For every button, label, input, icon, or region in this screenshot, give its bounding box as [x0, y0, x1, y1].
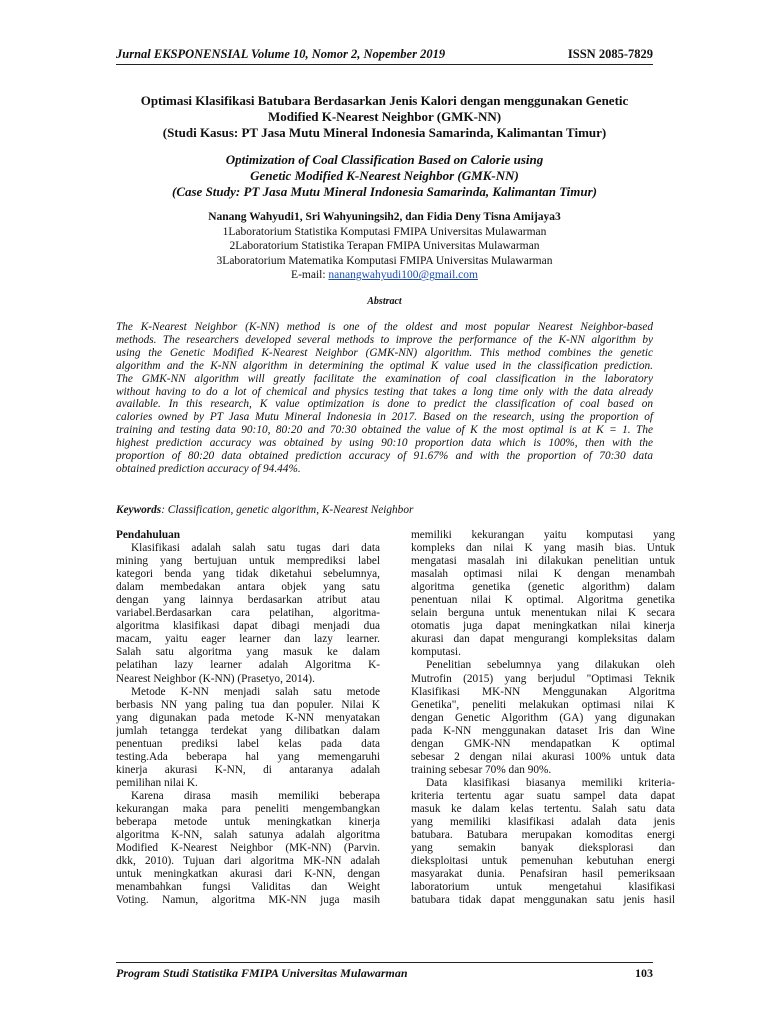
- keywords-text: : Classification, genetic algorithm, K-Nearest Neighbor: [161, 504, 414, 516]
- body-line: testing.Ada beberapa hal yang memengaruhi: [116, 750, 380, 763]
- body-line: komputasi.: [411, 646, 461, 659]
- email-label: E-mail:: [291, 269, 326, 282]
- body-line: mengatasi masalah ini dilakukan penelitian untuk: [411, 555, 675, 568]
- title-line: Modified K-Nearest Neighbor (GMK-NN): [267, 109, 502, 124]
- body-line: yang semakin banyak dieksplorasi dan: [411, 842, 675, 855]
- header-rule: [116, 64, 653, 65]
- title-line: Optimization of Coal Classification Based on Calorie using: [225, 152, 544, 167]
- body-line: dalam membedakan antara objek yang satu: [116, 581, 380, 594]
- body-line: Nearest Neighbor (K-NN) (Prasetyo, 2014).: [116, 672, 315, 685]
- body-line: yang memiliki klasifikasi adalah data jenis: [411, 816, 675, 829]
- body-line: Klasifikasi MK-NN Menggunakan Algoritma: [411, 685, 675, 698]
- body-line: laboratorium untuk mengetahui klasifikasi: [411, 881, 675, 894]
- email-line: [116, 268, 653, 283]
- body-line: Metode K-NN menjadi salah satu metode: [131, 685, 380, 698]
- body-column-left: [116, 529, 380, 907]
- body-line: memiliki kekurangan yaitu komputasi yang: [411, 529, 675, 541]
- section-heading: Pendahuluan: [116, 529, 181, 541]
- abstract-line: calories owned by PT Jasa Mutu Mineral Indonesia in 2017. Based on the research, using the proportion of: [116, 411, 653, 424]
- body-line: penentuan nilai K optimal. Algoritma genetika: [411, 594, 675, 607]
- body-line: dengan Genetic Algorithm (GA) yang digunakan: [411, 711, 675, 724]
- journal-name: Jurnal EKSPONENSIAL Volume 10, Nomor 2, Nopember 2019: [116, 47, 446, 61]
- affiliation: 2Laboratorium Statistika Terapan FMIPA Universitas Mulawarman: [229, 240, 540, 253]
- body-line: algoritma genetika (genetic algorithm) dalam: [411, 581, 675, 594]
- body-line: kompleks dan nilai K yang masih bias. Untuk: [411, 542, 675, 555]
- running-header: [116, 42, 653, 62]
- body-line: Penelitian sebelumnya yang dilakukan oleh: [426, 659, 675, 672]
- body-line: menambahkan fungsi Validitas dan Weight: [116, 881, 380, 894]
- keywords: [116, 504, 653, 516]
- body-column-right: [411, 529, 675, 907]
- body-line: batubara tidak dapat menggunakan satu jenis hasil: [411, 894, 675, 907]
- author-block: [116, 210, 653, 283]
- body-line: pelatihan lazy learner adalah Algoritma K-: [116, 659, 380, 672]
- body-line: dkk, 2010). Tujuan dari algoritma MK-NN adalah: [116, 855, 380, 868]
- body-line: dengan yang lainnya berdasarkan atribut atau: [116, 594, 380, 607]
- abstract-line: algorithm and the K-NN algorithm in determining the optimal K value used in the classification prediction.: [116, 359, 653, 372]
- body-line: otomatis juga dapat meningkatkan nilai kinerja: [411, 620, 675, 633]
- email-link[interactable]: nanangwahyudi100@gmail.com: [328, 269, 478, 282]
- body-line: sebesar 2 dengan nilai akurasi 100% untuk data: [411, 750, 675, 763]
- body-line: Klasifikasi adalah salah satu tugas dari data: [131, 542, 380, 555]
- body-line: batubara. Batubara merupakan komoditas energi: [411, 829, 675, 842]
- body-line: Genetika", peneliti melakukan optimasi nilai K: [411, 698, 675, 711]
- abstract-heading: Abstract: [367, 296, 402, 307]
- title-line: (Studi Kasus: PT Jasa Mutu Mineral Indonesia Samarinda, Kalimantan Timur): [162, 125, 607, 140]
- title-english: [116, 152, 653, 200]
- author-names: Nanang Wahyudi1, Sri Wahyuningsih2, dan Fidia Deny Tisna Amijaya3: [208, 211, 561, 223]
- footer-rule: [116, 962, 653, 963]
- abstract-line: The GMK-NN algorithm will greatly facilitate the examination of coal classification in the laboratory: [116, 372, 653, 385]
- abstract-line: proportion of 80:20 data obtained prediction accuracy of 91.67% and with the proportion of 70:30 data: [116, 450, 653, 463]
- body-line: masalah optimasi nilai K dengan menambah: [411, 568, 675, 581]
- body-line: Salah satu algoritma yang masuk ke dalam: [116, 646, 380, 659]
- title-line: Genetic Modified K-Nearest Neighbor (GMK-NN): [250, 168, 519, 183]
- abstract-line: obtained prediction accuracy of 94.44%.: [116, 462, 301, 475]
- body-line: berbasis NN yang paling tua dan populer. Nilai K: [116, 698, 380, 711]
- body-line: mining yang bertujuan untuk memprediksi label: [116, 555, 380, 568]
- body-line: beberapa metode untuk meningkatkan kinerja: [116, 816, 380, 829]
- body-line: macam, yaitu eager learner dan lazy learner.: [116, 633, 380, 646]
- body-line: yang digunakan pada metode K-NN menyatakan: [116, 711, 380, 724]
- body-line: Mutrofin (2015) yang berjudul "Optimasi Teknik: [411, 672, 675, 685]
- body-line: Voting. Namun, algoritma MK-NN juga masih: [116, 894, 380, 907]
- running-footer: [116, 966, 653, 981]
- abstract-line: The K-Nearest Neighbor (K-NN) method is one of the oldest and most popular Nearest Neighbor-based: [116, 321, 653, 333]
- footer-institution: Program Studi Statistika FMIPA Universitas Mulawarman: [116, 966, 408, 980]
- body-line: training sebesar 70% dan 90%.: [411, 763, 552, 776]
- affiliation: 3Laboratorium Matematika Komputasi FMIPA Universitas Mulawarman: [216, 254, 553, 267]
- body-line: kriteria tertentu agar suatu sampel data dapat: [411, 789, 675, 802]
- abstract-line: using the Genetic Modified K-Nearest Neighbor (GMK-NN) algorithm. This method combines the genetic: [116, 346, 653, 359]
- title-line: (Case Study: PT Jasa Mutu Mineral Indonesia Samarinda, Kalimantan Timur): [172, 184, 597, 199]
- abstract-line: methods. The researchers developed several methods to improve the performance of the K-NN algorithm by: [116, 333, 653, 346]
- abstract-line: highest prediction accuracy was obtained by using 90:10 proportion data which is 100%, then with the: [116, 437, 653, 450]
- body-line: akurasi dan dapat mengurangi kompleksitas dalam: [411, 633, 675, 646]
- abstract-line: without having to do a lot of chemical and physics testing that takes a long time only with the data already: [116, 385, 653, 398]
- body-line: variabel.Berdasarkan cara pelatihan, algoritma-: [116, 607, 380, 620]
- body-line: algoritma K-NN, salah satunya adalah algoritma: [116, 829, 380, 842]
- body-line: kekurangan maka para peneliti mengembangkan: [116, 802, 380, 815]
- issn: ISSN 2085-7829: [567, 47, 653, 61]
- abstract-line: available. In this research, K value optimization is done to predict the classification of coal based on: [116, 398, 653, 411]
- body-line: jumlah tetangga terdekat yang dilibatkan dalam: [116, 724, 380, 737]
- title-indonesian: [116, 93, 653, 141]
- keywords-label: Keywords: [116, 504, 162, 516]
- body-line: Modified K-Nearest Neighbor (MK-NN) (Parvin.: [116, 842, 380, 855]
- abstract-body: [116, 321, 653, 476]
- body-line: penentuan prediksi label kelas pada data: [116, 737, 380, 750]
- body-line: Data klasifikasi biasanya memiliki kriteria-: [426, 776, 675, 789]
- abstract-line: training and testing data 90:10, 80:20 and 70:30 obtained the value of K the most optimal is at K = 1. The: [116, 424, 653, 437]
- body-line: masyarakat dunia. Penafsiran hasil pemeriksaan: [411, 868, 675, 881]
- body-line: selain berguna untuk menentukan nilai K secara: [411, 607, 675, 620]
- body-line: algoritma klasifikasi dapat dibagi menjadi dua: [116, 620, 380, 633]
- affiliation: 1Laboratorium Statistika Komputasi FMIPA Universitas Mulawarman: [222, 225, 547, 238]
- body-line: masuk ke dalam kelas tertentu. Salah satu data: [411, 802, 675, 815]
- body-line: kategori benda yang tidak diketahui sebelumnya,: [116, 568, 380, 581]
- body-line: dieksploitasi untuk pemenuhan kebutuhan energi: [411, 855, 675, 868]
- page-number: 103: [635, 966, 653, 980]
- body-line: pemilihan nilai K.: [116, 776, 198, 789]
- title-line: Optimasi Klasifikasi Batubara Berdasarkan Jenis Kalori dengan menggunakan Genetic: [140, 93, 629, 108]
- body-line: pada K-NN menggunakan dataset Iris dan Wine: [411, 724, 675, 737]
- body-line: dengan GMK-NN mendapatkan K optimal: [411, 737, 675, 750]
- body-line: untuk meningkatkan akurasi dari K-NN, dengan: [116, 868, 380, 881]
- body-line: kinerja akurasi K-NN, di antaranya adalah: [116, 763, 380, 776]
- body-line: Karena dirasa masih memiliki beberapa: [131, 789, 380, 802]
